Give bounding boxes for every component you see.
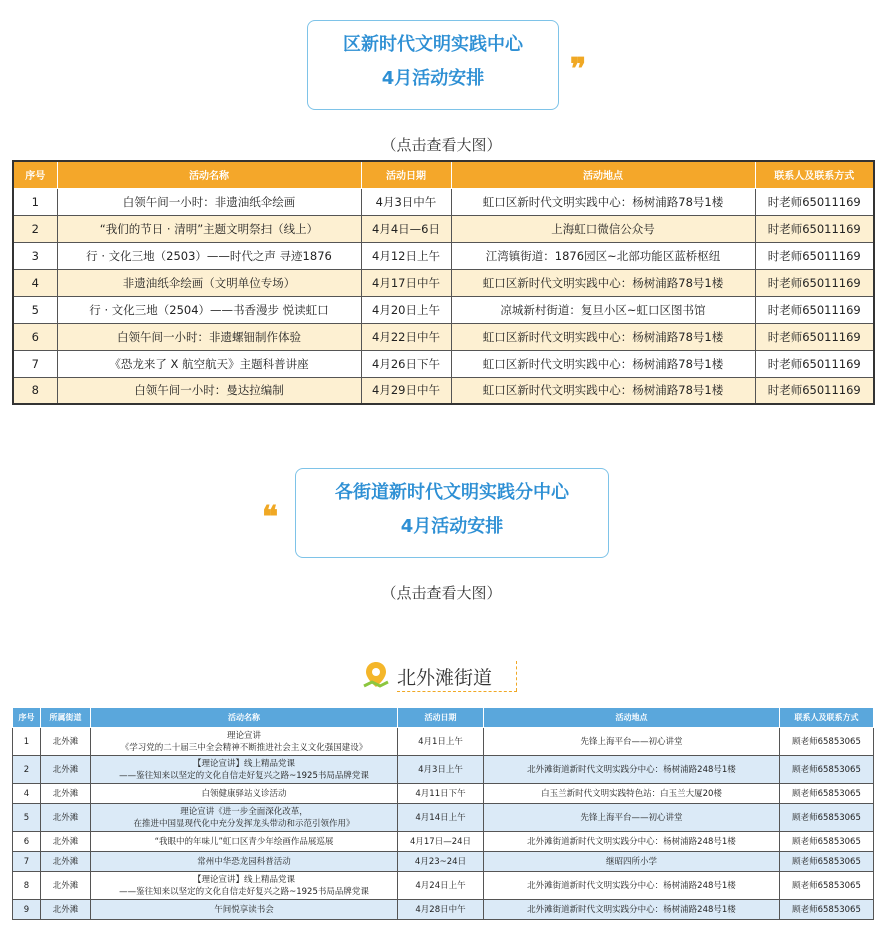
section1-title-line2: 4月活动安排 <box>381 68 485 89</box>
column-header: 序号 <box>13 161 57 188</box>
section1-hint[interactable]: （点击查看大图） <box>381 136 502 154</box>
section2-title-line2: 4月活动安排 <box>400 516 504 537</box>
section1-table-header <box>13 161 874 188</box>
cell-name-line1: 【理论宣讲】线上精品党课 <box>192 758 295 769</box>
cell-name-line1: 【理论宣讲】线上精品党课 <box>192 874 295 885</box>
cell-contact: 时老师65011169 <box>755 296 874 323</box>
cell-contact: 时老师65011169 <box>755 215 874 242</box>
cell-no: 8 <box>13 377 57 404</box>
column-header: 序号 <box>13 708 41 728</box>
cell-name: 白领午间一小时：曼达拉编制 <box>57 377 361 404</box>
section2-hint[interactable]: （点击查看大图） <box>381 584 502 602</box>
cell-no: 7 <box>13 852 41 872</box>
cell-contact: 顾老师65853065 <box>780 832 874 852</box>
cell-place: 先锋上海平台——初心讲堂 <box>484 728 780 756</box>
cell-name <box>91 784 398 804</box>
cell-name <box>91 900 398 920</box>
cell-no: 1 <box>13 188 57 215</box>
table-row <box>13 215 874 242</box>
cell-date: 4月22日中午 <box>361 323 451 350</box>
dashed-divider <box>516 661 517 691</box>
cell-street: 北外滩 <box>41 804 91 832</box>
table-row <box>13 242 874 269</box>
table-row <box>13 784 874 804</box>
cell-name-line2: ——鉴往知来以坚定的文化自信走好复兴之路~1925书局品牌党课 <box>119 770 369 781</box>
cell-date: 4月11日下午 <box>398 784 484 804</box>
cell-place: 北外滩街道新时代文明实践分中心：杨树浦路248号1楼 <box>484 756 780 784</box>
cell-name: 白领午间一小时：非遗油纸伞绘画 <box>57 188 361 215</box>
cell-contact: 时老师65011169 <box>755 350 874 377</box>
cell-place: 虹口区新时代文明实践中心：杨树浦路78号1楼 <box>451 323 755 350</box>
table-row <box>13 188 874 215</box>
cell-date: 4月29日中午 <box>361 377 451 404</box>
cell-street: 北外滩 <box>41 728 91 756</box>
cell-contact: 顾老师65853065 <box>780 756 874 784</box>
cell-date: 4月17日中午 <box>361 269 451 296</box>
cell-no: 8 <box>13 872 41 900</box>
cell-contact: 顾老师65853065 <box>780 804 874 832</box>
cell-no: 5 <box>13 804 41 832</box>
cell-no: 4 <box>13 784 41 804</box>
table-row <box>13 296 874 323</box>
cell-contact: 顾老师65853065 <box>780 784 874 804</box>
cell-street: 北外滩 <box>41 900 91 920</box>
cell-place: 虹口区新时代文明实践中心：杨树浦路78号1楼 <box>451 188 755 215</box>
column-header: 联系人及联系方式 <box>780 708 874 728</box>
table-row <box>13 323 874 350</box>
cell-place: 上海虹口微信公众号 <box>451 215 755 242</box>
cell-place: 江湾镇街道：1876园区~北部功能区蓝桥枢纽 <box>451 242 755 269</box>
section2-table <box>12 707 874 920</box>
table-row <box>13 728 874 756</box>
cell-date: 4月1日上午 <box>398 728 484 756</box>
cell-date: 4月26日下午 <box>361 350 451 377</box>
cell-no: 4 <box>13 269 57 296</box>
column-header: 活动名称 <box>91 708 398 728</box>
cell-no: 2 <box>13 215 57 242</box>
cell-name-line1: 白领健康驿站义诊活动 <box>201 788 287 799</box>
section1-table <box>12 160 875 405</box>
cell-no: 5 <box>13 296 57 323</box>
cell-name-line2: 《学习党的二十届三中全会精神不断推进社会主义文化强国建设》 <box>120 742 368 753</box>
cell-place: 先锋上海平台——初心讲堂 <box>484 804 780 832</box>
cell-place: 凉城新村街道：复旦小区~虹口区图书馆 <box>451 296 755 323</box>
cell-place: 北外滩街道新时代文明实践分中心：杨树浦路248号1楼 <box>484 832 780 852</box>
cell-contact: 顾老师65853065 <box>780 728 874 756</box>
cell-no: 6 <box>13 323 57 350</box>
table-row <box>13 377 874 404</box>
cell-date: 4月12日上午 <box>361 242 451 269</box>
street-title-text: 北外滩街道 <box>397 667 493 689</box>
section2-title-box <box>295 468 609 558</box>
cell-name <box>91 728 398 756</box>
cell-date: 4月23~24日 <box>398 852 484 872</box>
cell-no: 7 <box>13 350 57 377</box>
table-row <box>13 832 874 852</box>
cell-name-line1: 常州中华恐龙园科普活动 <box>197 856 291 867</box>
section1-title-box <box>307 20 559 110</box>
cell-place: 北外滩街道新时代文明实践分中心：杨树浦路248号1楼 <box>484 872 780 900</box>
cell-contact: 时老师65011169 <box>755 323 874 350</box>
column-header: 活动地点 <box>451 161 755 188</box>
table-row <box>13 756 874 784</box>
cell-street: 北外滩 <box>41 784 91 804</box>
cell-street: 北外滩 <box>41 756 91 784</box>
cell-name-line1: “我眼中的年味儿”虹口区青少年绘画作品展巡展 <box>154 836 334 847</box>
cell-name: 白领午间一小时：非遗螺钿制作体验 <box>57 323 361 350</box>
cell-name <box>91 832 398 852</box>
cell-name-line1: 理论宣讲《进一步全面深化改革， <box>180 806 308 817</box>
quote-open-icon: ❝ <box>262 500 279 535</box>
cell-name: 非遗油纸伞绘画（文明单位专场） <box>57 269 361 296</box>
cell-place: 白玉兰新时代文明实践特色站：白玉兰大厦20楼 <box>484 784 780 804</box>
cell-no: 2 <box>13 756 41 784</box>
table-row <box>13 900 874 920</box>
cell-name: 《恐龙来了 X 航空航天》主题科普讲座 <box>57 350 361 377</box>
cell-name-line2: 在推进中国显现代化中充分发挥龙头带动和示范引领作用》 <box>133 818 355 829</box>
location-pin-icon <box>362 660 390 690</box>
section1-title-line1: 区新时代文明实践中心 <box>343 34 523 55</box>
cell-contact: 顾老师65853065 <box>780 900 874 920</box>
cell-name: 行 · 文化三地（2503）——时代之声 寻迹1876 <box>57 242 361 269</box>
cell-street: 北外滩 <box>41 852 91 872</box>
cell-street: 北外滩 <box>41 832 91 852</box>
dashed-underline <box>397 691 517 692</box>
column-header: 所属街道 <box>41 708 91 728</box>
column-header: 联系人及联系方式 <box>755 161 874 188</box>
table-row <box>13 872 874 900</box>
section2-title-line1: 各街道新时代文明实践分中心 <box>335 482 569 503</box>
cell-contact: 顾老师65853065 <box>780 852 874 872</box>
cell-date: 4月3日中午 <box>361 188 451 215</box>
table-row <box>13 350 874 377</box>
cell-no: 3 <box>13 242 57 269</box>
cell-contact: 时老师65011169 <box>755 188 874 215</box>
cell-place: 北外滩街道新时代文明实践分中心：杨树浦路248号1楼 <box>484 900 780 920</box>
cell-name <box>91 756 398 784</box>
cell-place: 继昭四所小学 <box>484 852 780 872</box>
cell-contact: 时老师65011169 <box>755 242 874 269</box>
cell-name <box>91 872 398 900</box>
cell-name <box>91 804 398 832</box>
column-header: 活动日期 <box>361 161 451 188</box>
cell-street: 北外滩 <box>41 872 91 900</box>
cell-name-line1: 理论宣讲 <box>226 730 261 741</box>
section2-table-header <box>13 708 874 728</box>
cell-date: 4月28日中午 <box>398 900 484 920</box>
column-header: 活动日期 <box>398 708 484 728</box>
cell-contact: 时老师65011169 <box>755 269 874 296</box>
cell-date: 4月4日—6日 <box>361 215 451 242</box>
cell-name: 行 · 文化三地（2504）——书香漫步 悦读虹口 <box>57 296 361 323</box>
column-header: 活动地点 <box>484 708 780 728</box>
street-title <box>362 657 532 693</box>
cell-contact: 时老师65011169 <box>755 377 874 404</box>
cell-place: 虹口区新时代文明实践中心：杨树浦路78号1楼 <box>451 377 755 404</box>
cell-date: 4月20日上午 <box>361 296 451 323</box>
cell-no: 6 <box>13 832 41 852</box>
cell-no: 1 <box>13 728 41 756</box>
cell-name-line2: ——鉴往知来以坚定的文化自信走好复兴之路~1925书局品牌党课 <box>119 886 369 897</box>
cell-place: 虹口区新时代文明实践中心：杨树浦路78号1楼 <box>451 269 755 296</box>
cell-place: 虹口区新时代文明实践中心：杨树浦路78号1楼 <box>451 350 755 377</box>
table-row <box>13 269 874 296</box>
column-header: 活动名称 <box>57 161 361 188</box>
cell-no: 9 <box>13 900 41 920</box>
cell-date: 4月17日—24日 <box>398 832 484 852</box>
table-row <box>13 852 874 872</box>
cell-date: 4月14日上午 <box>398 804 484 832</box>
table-row <box>13 804 874 832</box>
cell-date: 4月24日上午 <box>398 872 484 900</box>
cell-name <box>91 852 398 872</box>
cell-name-line1: 午间悦享读书会 <box>214 904 274 915</box>
cell-date: 4月3日上午 <box>398 756 484 784</box>
cell-name: “我们的节日 · 清明”主题文明祭扫（线上） <box>57 215 361 242</box>
cell-contact: 顾老师65853065 <box>780 872 874 900</box>
quote-close-icon: ❞ <box>570 52 587 87</box>
